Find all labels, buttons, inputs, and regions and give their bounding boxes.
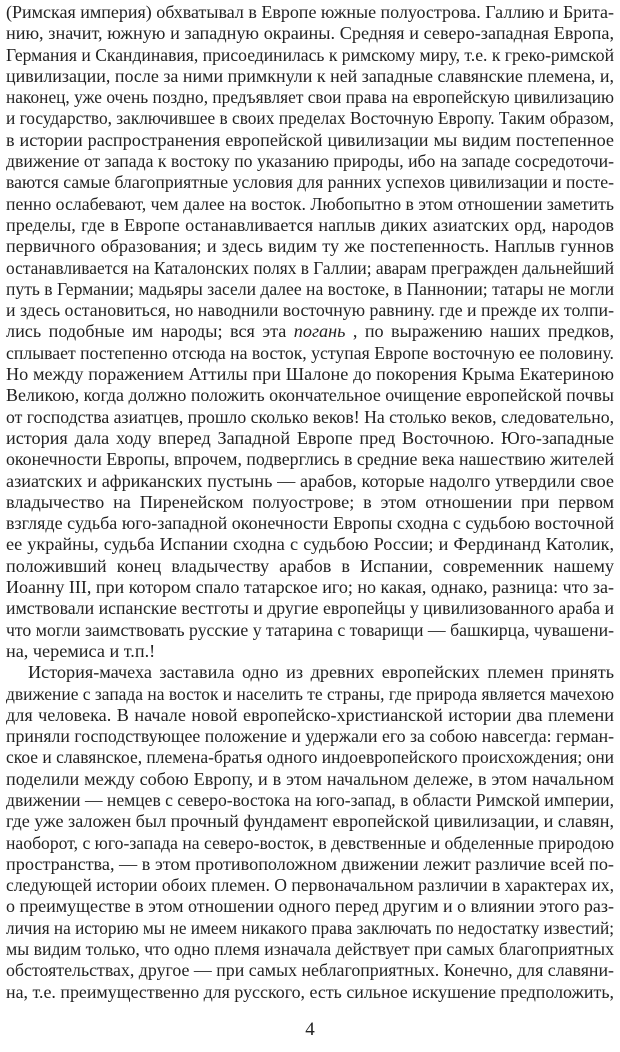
text-line-content: оконечности Европы, впрочем, подверглись в средние века нашествию жителей xyxy=(6,449,614,470)
text-line-content: пределы, где в Европе останавливается наплыв диких азиатских орд, народов xyxy=(6,214,614,235)
text-line xyxy=(6,598,614,619)
text-line-content: сплывает постепенно отсюда на восток, уступая Европе восточную ее половину. xyxy=(6,342,614,363)
text-line-content: ское и славянское, племена-братья одного индоевропейского происхождения; они xyxy=(6,747,614,768)
text-line-content: (Римская империя) обхватывал в Европе южные полуострова. Галлию и Брита- xyxy=(6,2,614,22)
text-line xyxy=(6,151,614,172)
text-line xyxy=(6,492,614,513)
text-line-content: Великою, когда должно положить окончательное очищение европейской почвы xyxy=(6,385,614,406)
text-line-content: владычество на Пиренейском полуострове; в этом отношении при первом xyxy=(6,491,614,512)
text-line-content: нию, значит, южную и западную окраины. Средняя и северо-западная Европа, xyxy=(6,23,614,44)
text-line xyxy=(6,23,614,44)
text-line-content: ее украйны, судьба Испании сходна с судьбою России; и Фердинанд Католик, xyxy=(6,534,614,555)
text-line xyxy=(6,364,614,385)
text-line xyxy=(6,684,614,705)
text-line xyxy=(6,2,614,23)
text-line xyxy=(6,343,614,364)
text-line xyxy=(6,300,614,321)
text-line xyxy=(6,556,614,577)
text-line xyxy=(6,87,614,108)
text-line-content: мы видим только, что одно племя изначала действует при самых благоприятных xyxy=(6,939,614,960)
text-line xyxy=(6,258,614,279)
text-line xyxy=(6,833,614,854)
text-line xyxy=(6,705,614,726)
text-line xyxy=(6,428,614,449)
paragraph xyxy=(6,662,614,1003)
text-line xyxy=(6,407,614,428)
text-line-content: движение с запада на восток и населить те страны, где природа является мачехою xyxy=(6,683,614,704)
text-line-content: поделили между собою Европу, и в этом начальном дележе, в этом начальном xyxy=(6,768,614,789)
text-line xyxy=(6,939,614,960)
text-line xyxy=(6,811,614,832)
text-line-content: следующей истории обоих племен. О первоначальном различии в характерах их, xyxy=(6,875,614,896)
text-line-content: наоборот, с юго-запада на северо-восток, в девственные и обделенные природою xyxy=(6,832,614,853)
text-line-content: взгляде судьба юго-западной оконечности Европы сходна с судьбою восточной xyxy=(6,513,614,534)
text-line-content: приняли господствующее положение и удержали его за собою навсегда: герман- xyxy=(6,726,614,747)
text-line xyxy=(6,662,614,683)
text-line xyxy=(6,982,614,1003)
text-line-content: положивший конец владычеству арабов в Испании, современник нашему xyxy=(6,555,614,576)
text-line xyxy=(6,513,614,534)
italic-word: погань xyxy=(293,321,346,342)
text-line xyxy=(6,534,614,555)
text-line-content: лись подобные им народы; вся эта погань , по выражению наших предков, xyxy=(6,321,614,342)
text-line-content: движение от запада к востоку по указанию природы, ибо на западе сосредоточи- xyxy=(6,151,614,172)
text-line-content: История-мачеха заставила одно из древних европейских племен принять xyxy=(28,662,614,683)
text-line xyxy=(6,279,614,300)
text-line-content: имствовали испанские вестготы и другие европейцы у цивилизованного араба и xyxy=(6,598,614,619)
text-line-content: пенно ослабевают, чем далее на восток. Любопытно в этом отношении заметить xyxy=(6,193,614,214)
text-line xyxy=(6,577,614,598)
paragraph xyxy=(6,2,614,662)
text-line xyxy=(6,236,614,257)
text-line xyxy=(6,726,614,747)
text-line xyxy=(6,896,614,917)
text-line-content: обстоятельствах, другое — при самых неблагоприятных. Конечно, для славяни- xyxy=(6,960,614,981)
text-line xyxy=(6,108,614,129)
text-line xyxy=(6,960,614,981)
text-line-content: движении — немцев с северо-востока на юго-запад, в области Римской империи, xyxy=(6,789,614,810)
text-line-content: первичного образования; и здесь видим ту же постепенность. Наплыв гуннов xyxy=(6,236,614,257)
text-line-content: от господства азиатцев, прошло сколько веков! На столько веков, следовательно, xyxy=(6,406,614,427)
text-line xyxy=(6,321,614,342)
document-body xyxy=(6,2,614,1003)
text-line-content: Но между поражением Аттилы при Шалоне до покорения Крыма Екатериною xyxy=(6,364,614,385)
text-line-content: о преимуществе в этом отношении одного перед другим и о влиянии этого раз- xyxy=(6,896,614,917)
text-line-content: и государство, заключившее в своих пределах Восточную Европу. Таким образом, xyxy=(6,108,614,129)
text-line xyxy=(6,66,614,87)
text-line-content: азиатских и африканских пустынь — арабов, которые надолго утвердили свое xyxy=(6,470,614,491)
text-line xyxy=(6,875,614,896)
text-line xyxy=(6,747,614,768)
text-line-content: на, т.е. преимущественно для русского, есть сильное искушение предположить, xyxy=(6,981,614,1002)
text-line xyxy=(6,471,614,492)
text-line xyxy=(6,130,614,151)
text-line-content: история дала ходу вперед Западной Европе пред Восточною. Юго-западные xyxy=(6,427,614,448)
text-line-content: путь в Германии; мадьяры засели далее на востоке, в Паннонии; татары не могли xyxy=(6,278,614,299)
page-number: 4 xyxy=(305,1019,315,1040)
text-line xyxy=(6,449,614,470)
text-line-content: цивилизации, после за ними примкнули к ней западные славянские племена, и, xyxy=(6,65,614,86)
text-line-content: ваются самые благоприятные условия для ранних успехов цивилизации и посте- xyxy=(6,172,614,193)
text-line xyxy=(6,45,614,66)
text-line-content: останавливается на Каталонских полях в Галлии; аварам прегражден дальнейший xyxy=(6,257,614,278)
text-line-content: в истории распространения европейской цивилизации мы видим постепенное xyxy=(6,129,614,150)
text-line xyxy=(6,215,614,236)
text-line-content: на, черемиса и т.п.! xyxy=(6,640,156,661)
text-line xyxy=(6,620,614,641)
text-line xyxy=(6,854,614,875)
text-line xyxy=(6,790,614,811)
text-line xyxy=(6,769,614,790)
text-line-content: где уже заложен был прочный фундамент европейской цивилизации, и славян, xyxy=(6,811,614,832)
text-line xyxy=(6,385,614,406)
text-line xyxy=(6,918,614,939)
text-line-content: пространства, — в этом противоположном движении лежит различие всей по- xyxy=(6,853,614,874)
text-line-content: для человека. В начале новой европейско-христианской истории два племени xyxy=(6,704,614,725)
text-line-content: Германия и Скандинавия, присоединилась к римскому миру, т.е. к греко-римской xyxy=(6,44,614,65)
text-line-content: Иоанну III, при котором спало татарское иго; но какая, однако, разница: что за- xyxy=(6,577,614,598)
text-line-content: что могли заимствовать русские у татарина с товарищи — башкирца, чувашени- xyxy=(6,619,614,640)
text-line xyxy=(6,194,614,215)
text-line-content: и здесь остановиться, но наводнили восточную равнину. где и прежде их толпи- xyxy=(6,300,614,321)
text-line-content: личия на историю мы не имеем никакого права заключать по недостатку известий; xyxy=(6,917,614,938)
text-line-content: наконец, уже очень поздно, предъявляет свои права на европейскую цивилизацию xyxy=(6,87,614,108)
text-line xyxy=(6,172,614,193)
text-line xyxy=(6,641,614,662)
